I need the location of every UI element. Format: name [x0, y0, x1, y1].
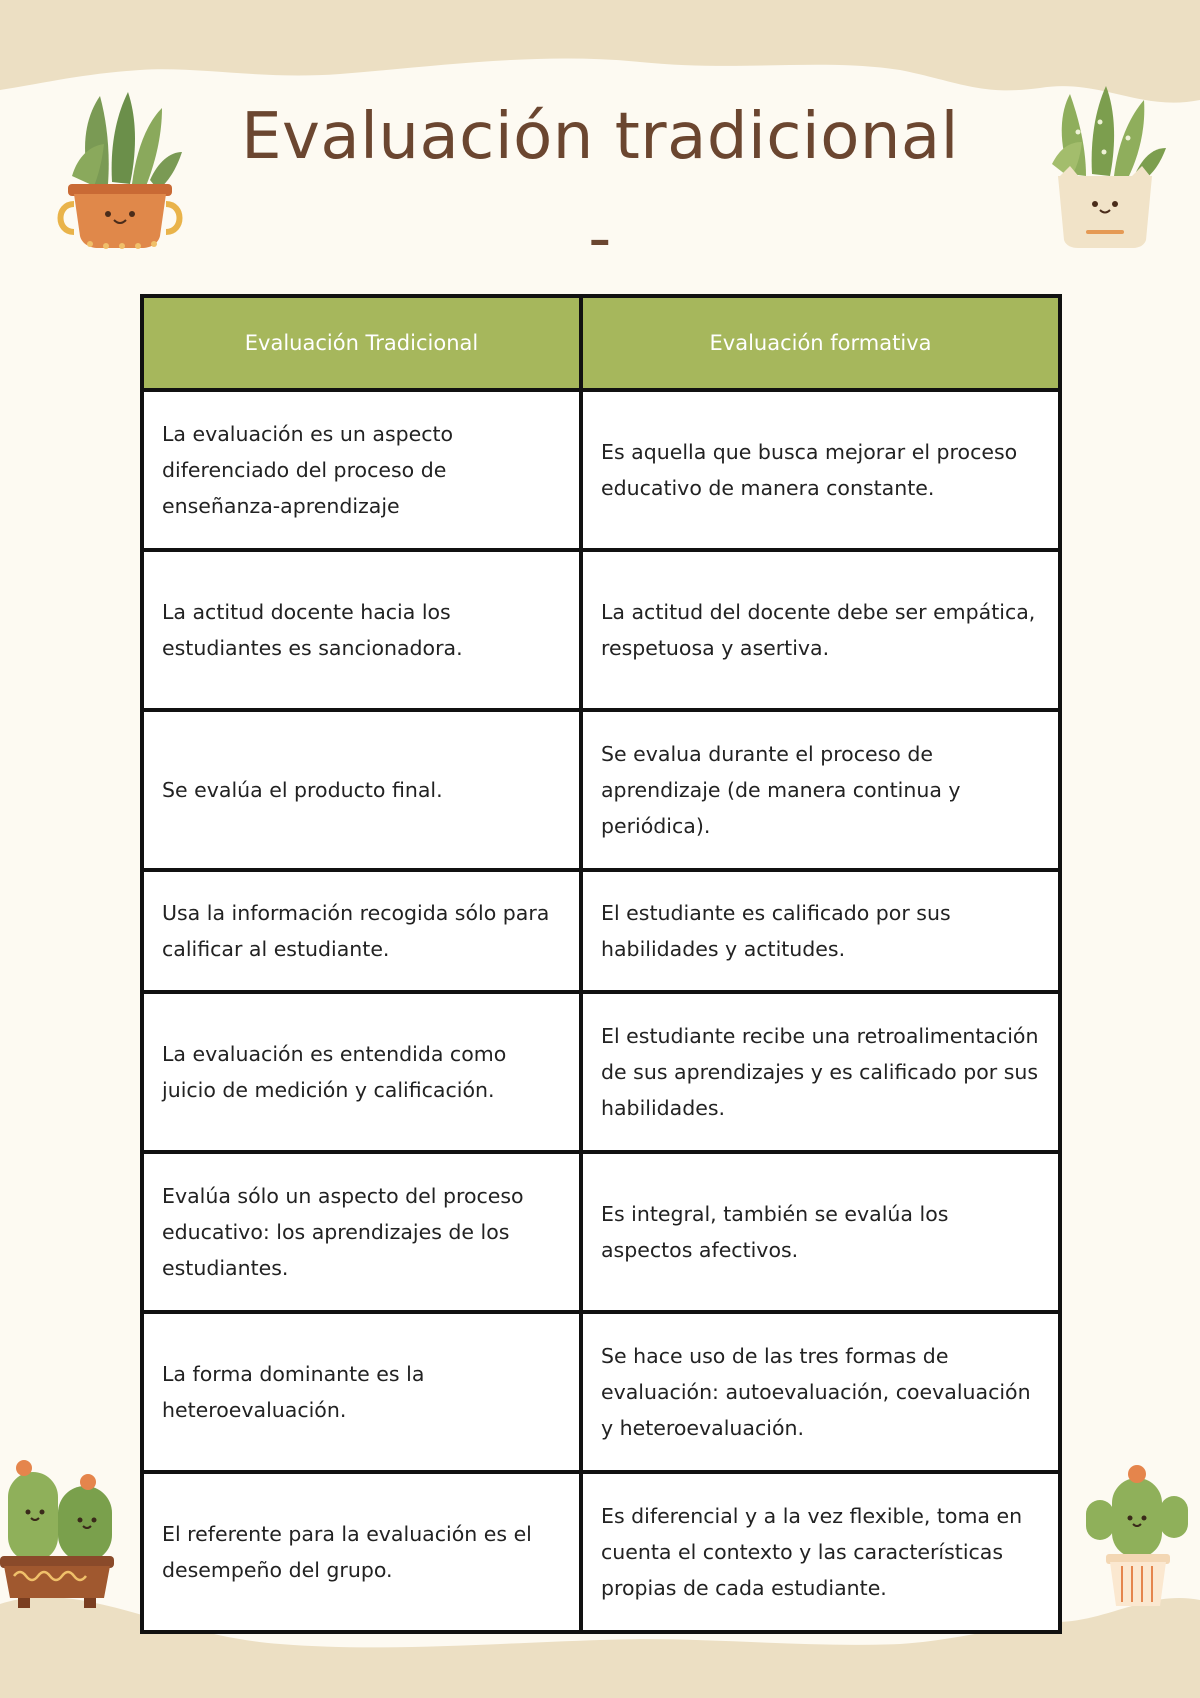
cell-formative: Se evalua durante el proceso de aprendizaje (de manera continua y periódica). — [581, 710, 1060, 870]
comparison-table — [140, 294, 1062, 1634]
table-header-row — [142, 296, 1060, 390]
cell-formative: Es diferencial y a la vez flexible, toma en cuenta el contexto y las características propias de cada estudiante. — [581, 1472, 1060, 1632]
cell-formative: Es aquella que busca mejorar el proceso educativo de manera constante. — [581, 390, 1060, 550]
table-row — [142, 1312, 1060, 1472]
table-row — [142, 550, 1060, 710]
cell-traditional: La evaluación es entendida como juicio de medición y calificación. — [142, 992, 581, 1152]
cell-traditional: La evaluación es un aspecto diferenciado del proceso de enseñanza-aprendizaje — [142, 390, 581, 550]
table-row — [142, 710, 1060, 870]
title-line-1: Evaluación tradicional - — [241, 100, 959, 276]
cell-formative: La actitud del docente debe ser empática, respetuosa y asertiva. — [581, 550, 1060, 710]
cell-formative: El estudiante es calificado por sus habilidades y actitudes. — [581, 870, 1060, 992]
cell-formative: El estudiante recibe una retroalimentación de sus aprendizajes y es calificado por sus habilidades. — [581, 992, 1060, 1152]
cell-formative: Es integral, también se evalúa los aspectos afectivos. — [581, 1152, 1060, 1312]
table-row — [142, 1472, 1060, 1632]
header-traditional: Evaluación Tradicional — [142, 296, 581, 390]
header-formative: Evaluación formativa — [581, 296, 1060, 390]
table-row — [142, 870, 1060, 992]
cell-traditional: Usa la información recogida sólo para calificar al estudiante. — [142, 870, 581, 992]
table-row — [142, 1152, 1060, 1312]
table-row — [142, 390, 1060, 550]
cactus-pair-pot-icon — [0, 1450, 120, 1610]
cell-traditional: La forma dominante es la heteroevaluación. — [142, 1312, 581, 1472]
cactus-pot-icon — [1076, 1462, 1200, 1612]
cell-traditional: El referente para la evaluación es el desempeño del grupo. — [142, 1472, 581, 1632]
cell-traditional: Evalúa sólo un aspecto del proceso educativo: los aprendizajes de los estudiantes. — [142, 1152, 581, 1312]
aloe-pot-icon — [1040, 82, 1170, 252]
cell-traditional: Se evalúa el producto final. — [142, 710, 581, 870]
table-row — [142, 992, 1060, 1152]
succulent-pot-icon — [50, 86, 190, 256]
cell-traditional: La actitud docente hacia los estudiantes es sancionadora. — [142, 550, 581, 710]
cell-formative: Se hace uso de las tres formas de evaluación: autoevaluación, coevaluación y heteroevaluación. — [581, 1312, 1060, 1472]
